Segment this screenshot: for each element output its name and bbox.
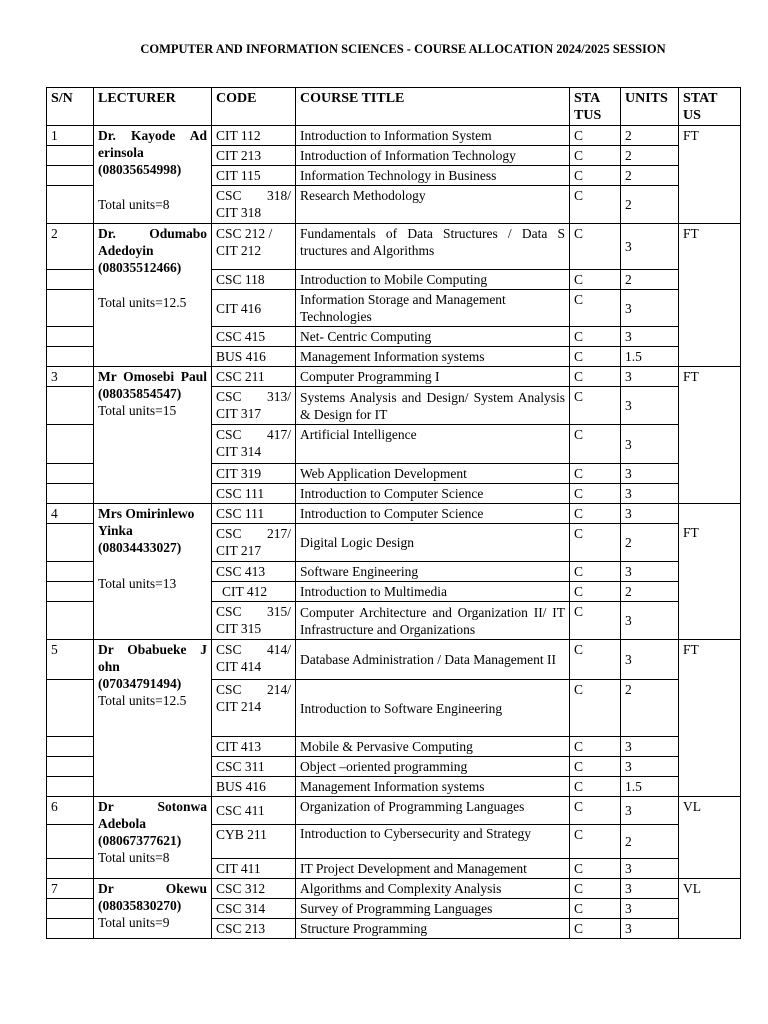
code-cell: CSC 211 [212, 367, 296, 387]
table-row [47, 797, 741, 825]
header-course-title: COURSE TITLE [296, 88, 570, 126]
title-cell: Digital Logic Design [296, 524, 570, 562]
status-cell: C [570, 464, 621, 484]
title-cell: Mobile & Pervasive Computing [296, 737, 570, 757]
sn-cell: 5 [47, 640, 94, 680]
sn-cell: 2 [47, 224, 94, 270]
table-row [47, 126, 741, 146]
units-cell: 3 [621, 757, 679, 777]
lecturer-name: Dr Obabueke J ohn [98, 642, 207, 674]
status-cell: C [570, 126, 621, 146]
lecturer-name: Mr Omosebi Paul [98, 369, 207, 384]
code-cell: CSC 411 [212, 797, 296, 825]
code-cell: CSC 318/ CIT 318 [212, 186, 296, 224]
status-cell: C [570, 524, 621, 562]
units-cell: 2 [621, 166, 679, 186]
sn-cell [47, 484, 94, 504]
title-cell: Introduction to Computer Science [296, 504, 570, 524]
sn-cell [47, 524, 94, 562]
sn-cell [47, 919, 94, 939]
code-cell: CIT 413 [212, 737, 296, 757]
code-cell: CSC 312 [212, 879, 296, 899]
units-cell: 2 [621, 582, 679, 602]
status-cell: C [570, 680, 621, 737]
table-row [47, 640, 741, 680]
status-cell: C [570, 347, 621, 367]
title-cell: Introduction of Information Technology [296, 146, 570, 166]
title-cell: Artificial Intelligence [296, 425, 570, 464]
units-cell: 2 [621, 126, 679, 146]
units-cell: 2 [621, 825, 679, 859]
units-cell: 3 [621, 464, 679, 484]
lecturer-phone: (08067377621) [98, 833, 182, 848]
sn-cell [47, 899, 94, 919]
units-cell: 3 [621, 562, 679, 582]
title-cell: Management Information systems [296, 347, 570, 367]
units-cell: 3 [621, 327, 679, 347]
title-cell: IT Project Development and Management [296, 859, 570, 879]
units-cell: 3 [621, 919, 679, 939]
lecturer-phone: (07034791494) [98, 676, 182, 691]
code-cell: CSC 415 [212, 327, 296, 347]
page-title: COMPUTER AND INFORMATION SCIENCES - COURSE ALLOCATION 2024/2025 SESSION [140, 42, 666, 56]
title-cell: Organization of Programming Languages [296, 797, 570, 825]
lecturer-phone: (08035854547) [98, 386, 182, 401]
title-cell: Object –oriented programming [296, 757, 570, 777]
sn-cell: 7 [47, 879, 94, 899]
code-cell: CIT 319 [212, 464, 296, 484]
code-cell: CSC 111 [212, 504, 296, 524]
header-row [47, 88, 741, 126]
units-cell: 3 [621, 797, 679, 825]
sn-cell: 3 [47, 367, 94, 387]
title-cell: Introduction to Computer Science [296, 484, 570, 504]
status-cell: C [570, 425, 621, 464]
sn-cell [47, 347, 94, 367]
header-sn: S/N [47, 88, 94, 126]
units-cell: 3 [621, 899, 679, 919]
staff-status-cell: VL [679, 879, 741, 939]
sn-cell [47, 562, 94, 582]
code-cell: CSC 311 [212, 757, 296, 777]
title-cell: Database Administration / Data Management II [296, 640, 570, 680]
status-cell: C [570, 290, 621, 327]
lecturer-name: Mrs Omirinlewo Yinka [98, 506, 195, 538]
lecturer-total-units: Total units=12.5 [98, 693, 187, 708]
lecturer-name: Dr Okewu [98, 881, 207, 896]
lecturer-total-units: Total units=9 [98, 915, 170, 930]
status-cell: C [570, 899, 621, 919]
lecturer-total-units: Total units=15 [98, 403, 177, 418]
lecturer-total-units: Total units=8 [98, 197, 170, 212]
units-cell: 3 [621, 387, 679, 425]
status-cell: C [570, 562, 621, 582]
title-cell: Algorithms and Complexity Analysis [296, 879, 570, 899]
units-cell: 3 [621, 367, 679, 387]
sn-cell [47, 825, 94, 859]
title-cell: Introduction to Software Engineering [296, 680, 570, 737]
code-cell: BUS 416 [212, 777, 296, 797]
code-cell: CIT 115 [212, 166, 296, 186]
units-cell: 3 [621, 859, 679, 879]
lecturer-phone: (08035654998) [98, 162, 182, 177]
code-cell: CSC 214/ CIT 214 [212, 680, 296, 737]
status-cell: C [570, 166, 621, 186]
title-cell: Information Technology in Business [296, 166, 570, 186]
units-cell: 2 [621, 524, 679, 562]
staff-status-cell: FT [679, 367, 741, 504]
status-cell: C [570, 504, 621, 524]
code-cell: CIT 412 [212, 582, 296, 602]
title-cell: Management Information systems [296, 777, 570, 797]
header-staff-status: STAT US [679, 88, 741, 126]
status-cell: C [570, 737, 621, 757]
lecturer-cell [94, 640, 212, 797]
lecturer-cell [94, 224, 212, 367]
title-cell: Fundamentals of Data Structures / Data S tructures and Algorithms [296, 224, 570, 270]
sn-cell [47, 425, 94, 464]
lecturer-total-units: Total units=13 [98, 576, 177, 591]
table-row [47, 367, 741, 387]
status-cell: C [570, 387, 621, 425]
status-cell: C [570, 327, 621, 347]
code-cell: CSC 111 [212, 484, 296, 504]
sn-cell [47, 757, 94, 777]
lecturer-name: Dr. Odumabo Adedoyin [98, 226, 207, 258]
lecturer-cell [94, 797, 212, 879]
code-cell: CSC 212 / CIT 212 [212, 224, 296, 270]
code-cell: CSC 213 [212, 919, 296, 939]
title-cell: Web Application Development [296, 464, 570, 484]
title-cell: Structure Programming [296, 919, 570, 939]
table-row [47, 504, 741, 524]
code-cell: CIT 416 [212, 290, 296, 327]
units-cell: 3 [621, 224, 679, 270]
title-cell: Introduction to Mobile Computing [296, 270, 570, 290]
title-cell: Research Methodology [296, 186, 570, 224]
course-allocation-table [46, 87, 741, 939]
table-row [47, 879, 741, 899]
lecturer-phone: (08035512466) [98, 260, 182, 275]
units-cell: 3 [621, 484, 679, 504]
title-cell: Computer Architecture and Organization II/ IT Infrastructure and Organizations [296, 602, 570, 640]
units-cell: 2 [621, 680, 679, 737]
status-cell: C [570, 797, 621, 825]
status-cell: C [570, 367, 621, 387]
table-row [47, 224, 741, 270]
sn-cell [47, 464, 94, 484]
status-cell: C [570, 859, 621, 879]
code-cell: BUS 416 [212, 347, 296, 367]
sn-cell [47, 737, 94, 757]
status-cell: C [570, 777, 621, 797]
units-cell: 1.5 [621, 347, 679, 367]
lecturer-cell [94, 504, 212, 640]
header-code: CODE [212, 88, 296, 126]
code-cell: CIT 213 [212, 146, 296, 166]
status-cell: C [570, 270, 621, 290]
lecturer-cell [94, 126, 212, 224]
staff-status-cell: VL [679, 797, 741, 879]
lecturer-name: Dr. Kayode Ad erinsola [98, 128, 207, 160]
title-cell: Introduction to Information System [296, 126, 570, 146]
units-cell: 1.5 [621, 777, 679, 797]
sn-cell [47, 602, 94, 640]
sn-cell [47, 146, 94, 166]
title-cell: Systems Analysis and Design/ System Analysis & Design for IT [296, 387, 570, 425]
sn-cell [47, 327, 94, 347]
lecturer-name: Dr Sotonwa Adebola [98, 799, 207, 831]
sn-cell [47, 166, 94, 186]
sn-cell [47, 582, 94, 602]
code-cell: CSC 413 [212, 562, 296, 582]
status-cell: C [570, 146, 621, 166]
staff-status-cell: FT [679, 224, 741, 367]
sn-cell [47, 186, 94, 224]
code-cell: CSC 313/ CIT 317 [212, 387, 296, 425]
sn-cell: 1 [47, 126, 94, 146]
title-cell: Introduction to Multimedia [296, 582, 570, 602]
status-cell: C [570, 186, 621, 224]
units-cell: 3 [621, 737, 679, 757]
title-cell: Software Engineering [296, 562, 570, 582]
sn-cell: 6 [47, 797, 94, 825]
units-cell: 3 [621, 640, 679, 680]
status-cell: C [570, 879, 621, 899]
status-cell: C [570, 224, 621, 270]
title-cell: Net- Centric Computing [296, 327, 570, 347]
title-cell: Survey of Programming Languages [296, 899, 570, 919]
units-cell: 2 [621, 186, 679, 224]
units-cell: 3 [621, 879, 679, 899]
code-cell: CYB 211 [212, 825, 296, 859]
status-cell: C [570, 825, 621, 859]
code-cell: CIT 411 [212, 859, 296, 879]
units-cell: 3 [621, 290, 679, 327]
sn-cell [47, 270, 94, 290]
lecturer-total-units: Total units=12.5 [98, 295, 187, 310]
header-lecturer: LECTURER [94, 88, 212, 126]
sn-cell [47, 387, 94, 425]
header-units: UNITS [621, 88, 679, 126]
lecturer-phone: (08034433027) [98, 540, 182, 555]
status-cell: C [570, 602, 621, 640]
status-cell: C [570, 919, 621, 939]
sn-cell [47, 777, 94, 797]
status-cell: C [570, 582, 621, 602]
sn-cell [47, 680, 94, 737]
status-cell: C [570, 640, 621, 680]
code-cell: CSC 118 [212, 270, 296, 290]
status-cell: C [570, 757, 621, 777]
staff-status-cell: FT [679, 640, 741, 797]
units-cell: 3 [621, 602, 679, 640]
code-cell: CSC 314 [212, 899, 296, 919]
sn-cell [47, 290, 94, 327]
title-cell: Information Storage and Management Technologies [296, 290, 570, 327]
header-status: STA TUS [570, 88, 621, 126]
code-cell: CSC 417/ CIT 314 [212, 425, 296, 464]
sn-cell: 4 [47, 504, 94, 524]
units-cell: 2 [621, 146, 679, 166]
lecturer-total-units: Total units=8 [98, 850, 170, 865]
code-cell: CSC 414/ CIT 414 [212, 640, 296, 680]
staff-status-cell: FT [679, 504, 741, 640]
lecturer-cell [94, 879, 212, 939]
units-cell: 2 [621, 270, 679, 290]
code-cell: CIT 112 [212, 126, 296, 146]
status-cell: C [570, 484, 621, 504]
code-cell: CSC 217/ CIT 217 [212, 524, 296, 562]
title-cell: Computer Programming I [296, 367, 570, 387]
units-cell: 3 [621, 504, 679, 524]
staff-status-cell: FT [679, 126, 741, 224]
sn-cell [47, 859, 94, 879]
code-cell: CSC 315/ CIT 315 [212, 602, 296, 640]
units-cell: 3 [621, 425, 679, 464]
lecturer-phone: (08035830270) [98, 898, 182, 913]
title-cell: Introduction to Cybersecurity and Strategy [296, 825, 570, 859]
lecturer-cell [94, 367, 212, 504]
